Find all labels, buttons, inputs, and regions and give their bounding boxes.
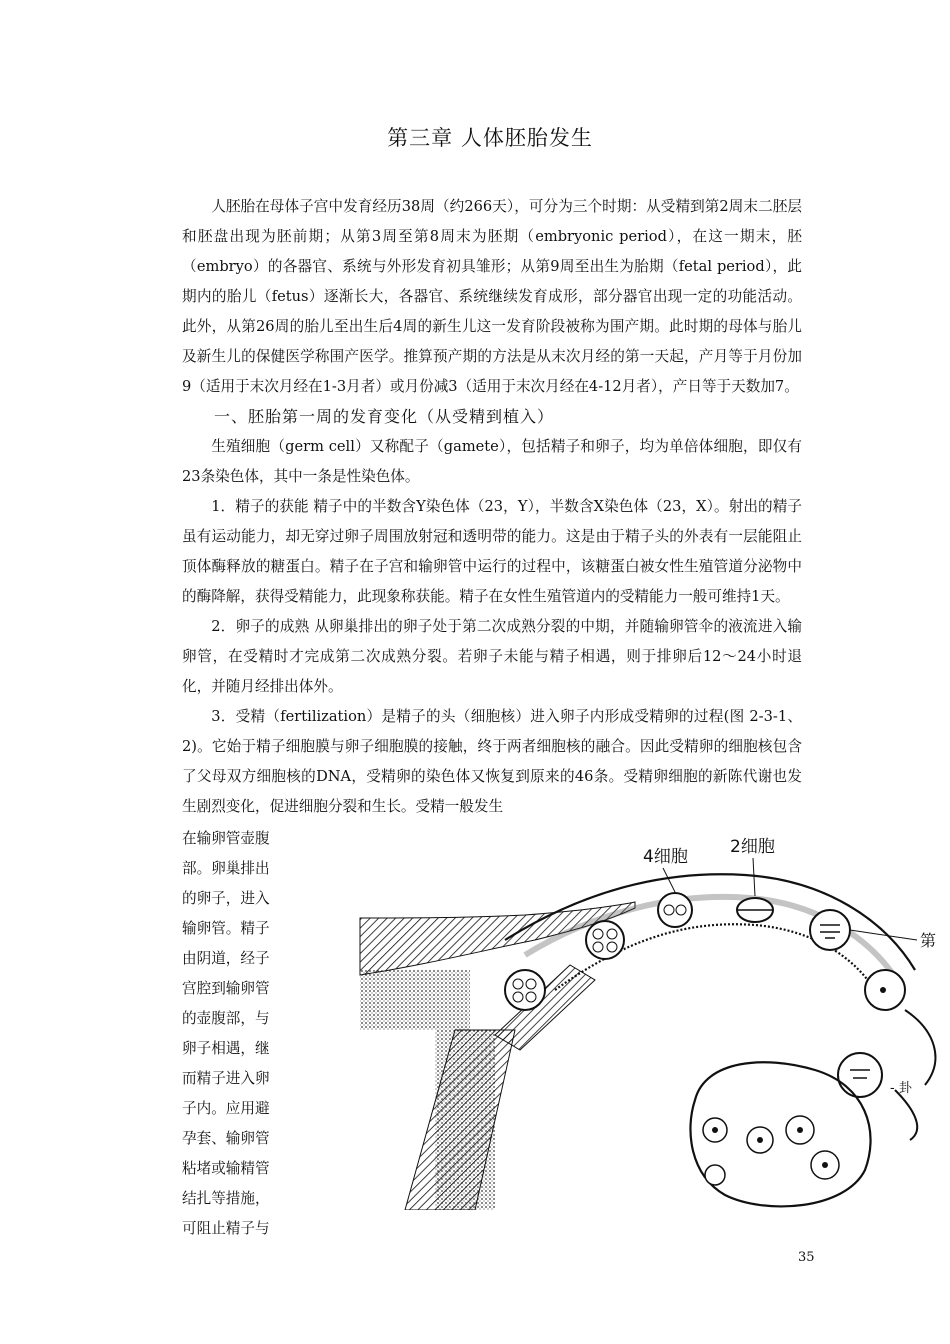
side-text-line: 宫腔到输卵管 [182,980,270,997]
paragraph-germ-cell: 生殖细胞（germ cell）又称配子（gamete），包括精子和卵子，均为单倍体细胞，即仅有23条染色体，其中一条是性染色体。 [182,438,802,485]
paragraph-intro: 人胚胎在母体子宫中发育经历38周（约266天），可分为三个时期：从受精到第2周末二胚层和胚盘出现为胚前期；从第3周至第8周末为胚期（embryonic period），在这一期末，胚（embryo）的各器官、系统与外形发育初具雏形；从第9周至出生为胎期（fetal period），此期内的胎儿（fetus）逐渐长大，各器官、系统继续发育成形，部分器官出现一定的功能活动。此外，从第26周的胎儿至出生后4周的新生儿这一发育阶段被称为围产期。此时期的母体与胎儿及新生儿的保健医学称围产医学。推算预产期的方法是从末次月经的第一天起，产月等于月份加9（适用于末次月经在1-3月者）或月份减3（适用于末次月经在4-12月者），产日等于天数加7。 [182,198,802,395]
side-text-line: 在输卵管壶腹 [182,830,270,847]
cell-oocyte [838,1053,882,1097]
label-2-cell: 2细胞 [730,837,775,857]
side-text-line: 孕套、输卵管 [182,1130,270,1147]
side-text-line: 可阻止精子与 [182,1220,270,1237]
page-number: 35 [798,1250,815,1265]
cell-4 [658,893,692,927]
chapter-title: 第三章 人体胚胎发生 [387,126,593,150]
side-text-line: 粘堵或输精管 [182,1160,270,1177]
cell-morula [505,970,545,1010]
fimbria [905,1010,935,1085]
side-text-line: 的卵子，进入 [182,890,270,907]
side-text-line: 输卵管。精子 [182,920,270,937]
paragraph-egg-maturation: 2．卵子的成熟 从卵巢排出的卵子处于第二次成熟分裂的中期，并随输卵管伞的液流进入输卵管，在受精时才完成第二次成熟分裂。若卵子未能与精子相遇，则于排卵后12～24小时退化，并随月经排出体外。 [182,618,802,695]
fertilization-diagram [305,830,950,1210]
body-text [182,192,802,822]
follicle [705,1165,725,1185]
label-4-cell: 4细胞 [643,847,688,867]
side-text-line: 由阴道，经子 [182,950,270,967]
label-right-mid: - 卦 [890,1081,912,1096]
side-text-line: 子内。应用避 [182,1100,270,1117]
label-right-top: 第 [920,931,937,950]
ovary-tissue [360,970,470,1030]
cell-8 [586,921,624,959]
side-text-line: 卵子相遇，继 [182,1040,270,1057]
side-text-line: 的壶腹部，与 [182,1010,270,1027]
tube-wall-lower [405,1030,515,1210]
section-heading: 一、胚胎第一周的发育变化（从受精到植入） [214,407,555,426]
fimbria [895,1090,917,1140]
side-text-column [182,824,284,1244]
side-text-line: 部。卵巢排出 [182,860,270,877]
side-text-line: 而精子进入卵 [182,1070,270,1087]
paragraph-capacitation: 1．精子的获能 精子中的半数含Y染色体（23，Y），半数含X染色体（23，X）。射出的精子虽有运动能力，却无穿过卵子周围放射冠和透明带的能力。这是由于精子头的外表有一层能阻止顶体酶释放的糖蛋白。精子在子宫和输卵管中运行的过程中，该糖蛋白被女性生殖管道分泌物中的酶降解，获得受精能力，此现象称获能。精子在女性生殖管道内的受精能力一般可维持1天。 [182,498,802,605]
cell-zygote [810,910,850,950]
side-text-line: 结扎等措施， [182,1190,270,1207]
paragraph-fertilization: 3．受精（fertilization）是精子的头（细胞核）进入卵子内形成受精卵的过程(图 2-3-1、2)。它始于精子细胞膜与卵子细胞膜的接触，终于两者细胞核的融合。因此受精卵的细胞核包含了父母双方细胞核的DNA，受精卵的染色体又恢复到原来的46条。受精卵细胞的新陈代谢也发生剧烈变化，促进细胞分裂和生长。受精一般发生 [182,708,802,815]
